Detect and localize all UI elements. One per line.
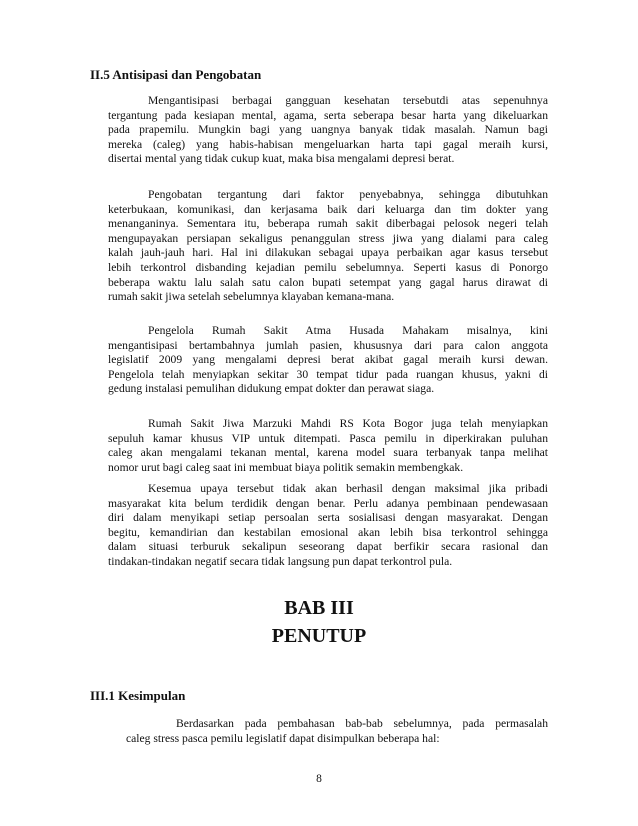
text-line: Rumah Sakit Jiwa Marzuki Mahdi RS Kota Bogor juga telah menyiapkan: [148, 417, 548, 430]
text-line: menanganinya. Sementara itu, beberapa rumah sakit diberbagai pelosok negeri telah: [108, 217, 548, 231]
text-line: caleg stress pasca pemilu legislatif dapat disimpulkan beberapa hal:: [126, 731, 440, 745]
text-line: Mengantisipasi berbagai gangguan kesehatan tersebutdi atas sepenuhnya: [148, 94, 548, 107]
text-line: Pengelola telah menyiapkan sekitar 30 tempat tidur pada ruangan khusus, yakni di: [108, 367, 548, 381]
paragraph-kesimpulan: [126, 717, 548, 746]
text-line: tergantung pada kesiapan mental, agama, serta seberapa besar harta yang dikeluarkan: [108, 108, 548, 122]
text-line: diri dalam menyikapi setiap persoalan serta sosialisasi dengan masyarakat. Dengan: [108, 511, 548, 525]
text-line: legislatif 2009 yang mengalami depresi berat akibat gagal meraih kursi dewan.: [108, 353, 548, 367]
text-line: dalam situasi terburuk sekalipun seseorang dapat berfikir secara rasional dan: [108, 540, 548, 554]
chapter-title: PENUTUP: [271, 625, 367, 647]
text-line: disertai mental yang tidak cukup kuat, maka bisa mengalami depresi berat.: [108, 152, 455, 166]
text-line: nomor urut bagi caleg saat ini membuat biaya politik semakin membengkak.: [108, 460, 464, 474]
text-line: begitu, kemandirian dan kestabilan emosional akan lebih bisa terkontrol sehingga: [108, 525, 548, 539]
text-line: masyarakat kita belum terdidik dengan benar. Perlu adanya pembinaan pendewasaan: [108, 496, 548, 510]
paragraph-treatment: [108, 188, 548, 305]
paragraph-marzuki-mahdi: [108, 417, 548, 475]
text-line: beberapa waktu lalu salah satu calon bupati setempat yang gagal harus dirawat di: [108, 275, 548, 289]
text-line: pada prapemilu. Mungkin bagi yang uangnya banyak tidak masalah. Namun bagi: [108, 123, 548, 137]
text-line: rumah sakit jiwa setelah sebelumnya klayaban kemana-mana.: [108, 290, 395, 304]
paragraph-anticipation: [108, 94, 548, 167]
section-heading-ii5: II.5 Antisipasi dan Pengobatan: [90, 67, 262, 82]
page-number: 8: [316, 773, 322, 785]
text-line: mereka (caleg) yang habis-habisan mengeluarkan harta tapi gagal meraih kursi,: [108, 137, 548, 151]
text-line: sepuluh kamar khusus VIP untuk ditempati. Pasca pemilu in diperkirakan puluhan: [108, 431, 548, 445]
paragraph-atma-husada: [108, 324, 548, 397]
text-line: tindakan-tindakan negatif secara tidak langsung pun dapat terkontrol pula.: [108, 554, 453, 568]
text-line: Pengobatan tergantung dari faktor penyebabnya, sehingga dibutuhkan: [148, 188, 548, 201]
text-line: Pengelola Rumah Sakit Atma Husada Mahakam misalnya, kini: [148, 324, 548, 337]
text-line: Kesemua upaya tersebut tidak akan berhasil dengan maksimal jika pribadi: [148, 482, 548, 495]
paragraph-conclusion-effort: [108, 482, 548, 570]
text-line: caleg akan mengalami tekanan mental, karena model suara terbanyak tanpa melihat: [108, 446, 548, 460]
text-line: keterbukaan, komunikasi, dan kerjasama baik dari keluarga dan tim dokter yang: [108, 202, 548, 216]
chapter-number: BAB III: [284, 597, 354, 619]
text-line: mengantisipasi bertambahnya jumlah pasien, khususnya dari para calon anggota: [108, 338, 548, 352]
text-line: Berdasarkan pada pembahasan bab-bab sebelumnya, pada permasalah: [176, 717, 548, 730]
text-line: lebih terkontrol disbanding kejadian pemilu sebelumnya. Seperti kasus di Ponorgo: [108, 260, 548, 274]
section-heading-iii1: III.1 Kesimpulan: [90, 688, 186, 703]
text-line: gedung instalasi pemulihan didukung empat dokter dan perawat siaga.: [108, 382, 435, 396]
text-line: kalah jauh-jauh hari. Hal ini dilakukan sebagai upaya perbaikan agar kasus tersebut: [108, 246, 548, 260]
text-line: mengupayakan persiapan sekaligus penanggulan stress jiwa yang dialami para caleg: [108, 231, 548, 245]
